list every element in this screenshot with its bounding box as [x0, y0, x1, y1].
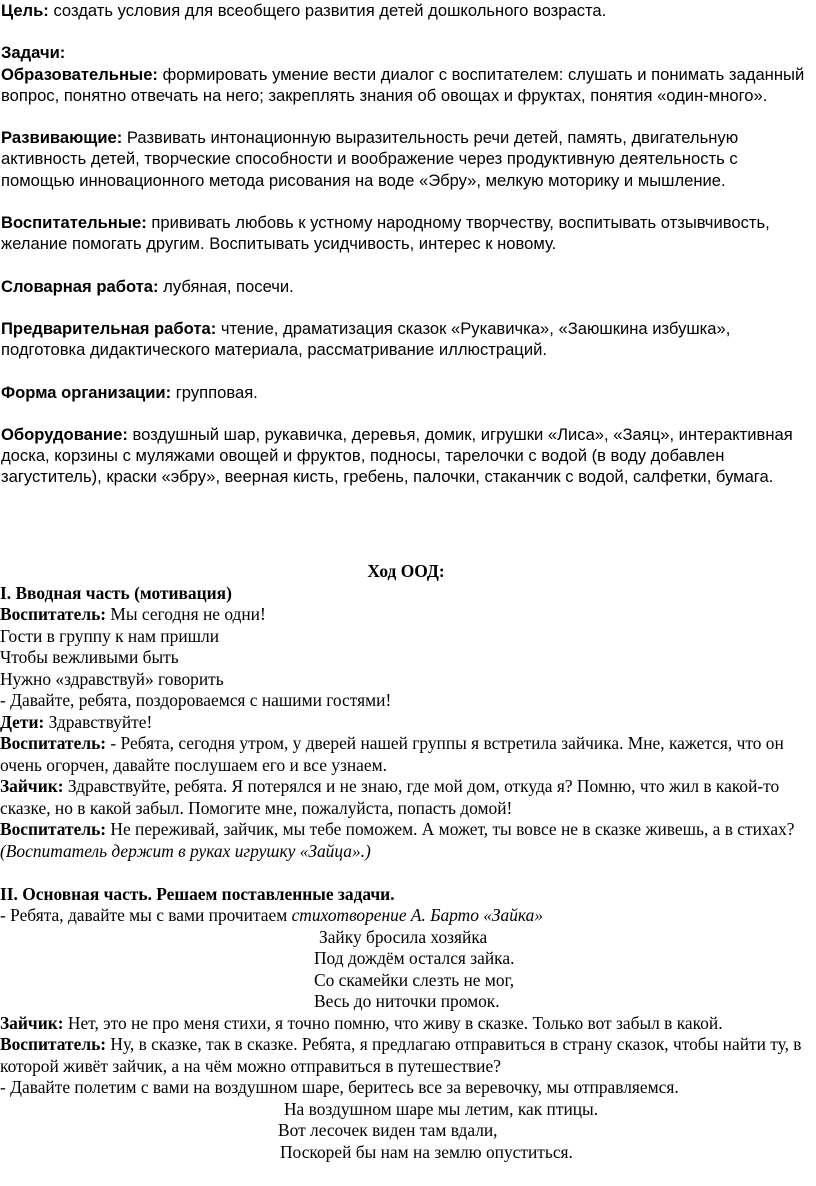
goal-paragraph — [0, 0, 812, 21]
speaker-label: Воспитатель: — [0, 733, 107, 753]
part2-heading: II. Основная часть. Решаем поставленные задачи. — [0, 883, 395, 904]
preliminary-text: чтение, драматизация сказок «Рукавичка», «Заюшкина избушка», подготовка дидактического материала, рассматривание иллюстраций. — [1, 318, 731, 360]
dialogue-line: Воспитатель: Не переживай, зайчик, мы тебе поможем. А может, ты вовсе не в сказке живешь, а в стихах? — [0, 819, 795, 839]
dialogue-line: Воспитатель: Ну, в сказке, так в сказке. Ребята, я предлагаю отправиться в страну сказок, чтобы найти ту, в которой живёт зайчик, а на чём можно отправиться в путешествие? — [0, 1034, 802, 1076]
upbringing-paragraph — [0, 212, 812, 254]
poem-line: Весь до ниточки промок. — [314, 991, 500, 1011]
speaker-label: Воспитатель: — [0, 1034, 107, 1054]
speaker-label: Зайчик: — [0, 776, 64, 796]
dialogue-line: Зайчик: Нет, это не про меня стихи, я точно помню, что живу в сказке. Только вот забыл в какой. — [0, 1012, 723, 1033]
verse-line: Гости в группу к нам пришли — [0, 625, 219, 646]
speaker-label: Воспитатель: — [0, 604, 107, 624]
goal-label: Цель: — [1, 1, 49, 20]
form-text: групповая. — [171, 382, 258, 402]
equipment-paragraph — [0, 424, 812, 488]
verse-line: Чтобы вежливыми быть — [0, 647, 179, 667]
part1-heading: I. Вводная часть (мотивация) — [0, 582, 232, 603]
vocabulary-paragraph — [0, 276, 812, 297]
educational-label: Образовательные: — [1, 64, 158, 84]
poem-block — [0, 1099, 812, 1164]
developmental-label: Развивающие: — [1, 128, 123, 148]
lesson-plan-header — [0, 0, 812, 488]
developmental-paragraph — [0, 127, 812, 191]
speaker-label: Воспитатель: — [0, 819, 107, 839]
poem-line: Вот лесочек виден там вдали, — [278, 1120, 498, 1140]
poem-line: На воздушном шаре мы летим, как птицы. — [284, 1098, 599, 1119]
upbringing-label: Воспитательные: — [1, 212, 147, 232]
form-label: Форма организации: — [1, 382, 172, 402]
upbringing-text: прививать любовь к устному народному творчеству, воспитывать отзывчивость, желание помогать другим. Воспитывать усидчивость, интерес к новому. — [1, 212, 770, 254]
dialogue-line: - Давайте, ребята, поздороваемся с нашими гостями! — [0, 690, 392, 710]
form-paragraph — [0, 382, 812, 403]
verse-line: Нужно «здравствуй» говорить — [0, 668, 224, 689]
equipment-label: Оборудование: — [1, 424, 128, 444]
educational-paragraph — [0, 64, 812, 106]
preliminary-paragraph — [0, 318, 812, 360]
vocabulary-label: Словарная работа: — [1, 276, 159, 296]
poem-line: Под дождём остался зайка. — [314, 948, 515, 968]
tasks-heading: Задачи: — [1, 43, 66, 63]
developmental-text: Развивать интонационную выразительность речи детей, память, двигательную активность детей, творческие способности и воображение через продуктивную деятельность с помощью инновационного метода рисования на воде «Эбру», мелкую моторику и мышление. — [1, 128, 739, 190]
poem-line: Зайку бросила хозяйка — [319, 926, 488, 947]
dialogue-line: Зайчик: Здравствуйте, ребята. Я потерялся и не знаю, где мой дом, откуда я? Помню, что жил в какой-то сказке, но в какой забыл. Помогите мне, пожалуйста, попасть домой! — [0, 776, 780, 818]
goal-text: создать условия для всеобщего развития детей дошкольного возраста. — [48, 1, 607, 20]
poem-reference: стихотворение А. Барто «Зайка» — [291, 905, 544, 925]
dialogue-line: Воспитатель: - Ребята, сегодня утром, у дверей нашей группы я встретила зайчика. Мне, кажется, что он очень огорчен, давайте послушаем его и все узнаем. — [0, 733, 784, 775]
dialogue-line: - Давайте полетим с вами на воздушном шаре, беритесь все за веревочку, мы отправляемся. — [0, 1077, 679, 1097]
poem-line: Поскорей бы нам на землю опуститься. — [280, 1141, 573, 1162]
course-title: Ход ООД: — [367, 561, 445, 581]
speaker-label: Дети: — [0, 711, 45, 732]
speaker-label: Зайчик: — [0, 1012, 64, 1033]
dialogue-line: Дети: Здравствуйте! — [0, 711, 153, 732]
equipment-text: воздушный шар, рукавичка, деревья, домик, игрушки «Лиса», «Заяц», интерактивная доска, корзины с муляжами овощей и фруктов, подносы, тарелочки с водой (в воду добавлен загуститель), краски «эбру», веерная кисть, гребень, палочки, стаканчик с водой, салфетки, бумага. — [1, 424, 793, 487]
dialogue-line: - Ребята, давайте мы с вами прочитаем стихотворение А. Барто «Зайка» — [0, 905, 544, 925]
lesson-course — [0, 561, 812, 1163]
preliminary-label: Предварительная работа: — [1, 318, 217, 338]
vocabulary-text: лубяная, посечи. — [158, 276, 294, 296]
dialogue-line: Воспитатель: Мы сегодня не одни! — [0, 604, 266, 624]
poem-block — [0, 927, 812, 1013]
poem-line: Со скамейки слезть не мог, — [314, 969, 515, 990]
stage-note: (Воспитатель держит в руках игрушку «Зайца».) — [0, 840, 371, 861]
educational-text: формировать умение вести диалог с воспитателем: слушать и понимать заданный вопрос, понятно отвечать на него; закреплять знания об овощах и фруктах, понятия «один-много». — [1, 64, 805, 105]
